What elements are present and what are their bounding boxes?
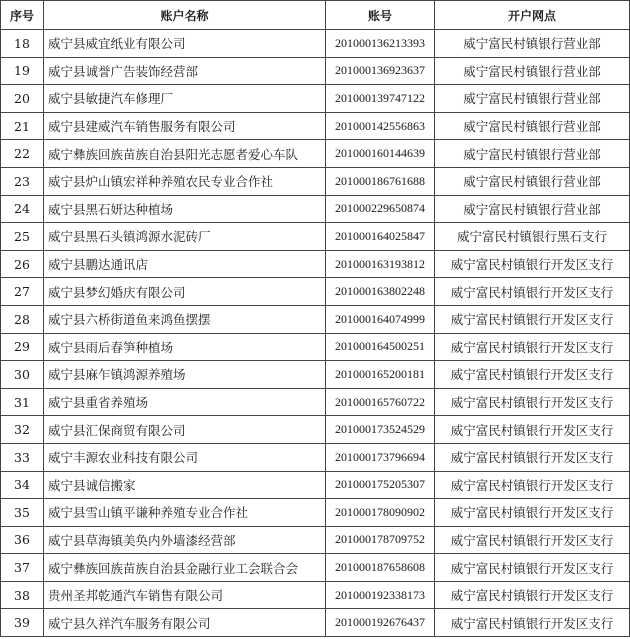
seq-cell: 39 <box>1 609 44 637</box>
seq-cell: 31 <box>1 388 44 416</box>
account-name-cell: 威宁县炉山镇宏祥种养殖农民专业合作社 <box>44 167 326 195</box>
account-no-cell: 201000165760722 <box>326 388 435 416</box>
seq-cell: 38 <box>1 581 44 609</box>
account-no-cell: 201000173796694 <box>326 443 435 471</box>
table-row <box>1 333 630 361</box>
branch-cell: 威宁富民村镇银行开发区支行 <box>435 250 630 278</box>
table-row <box>1 223 630 251</box>
account-name-cell: 威宁丰源农业科技有限公司 <box>44 443 326 471</box>
branch-cell: 威宁富民村镇银行开发区支行 <box>435 388 630 416</box>
branch-cell: 威宁富民村镇银行开发区支行 <box>435 581 630 609</box>
table-row <box>1 361 630 389</box>
account-no-cell: 201000164500251 <box>326 333 435 361</box>
account-name-cell: 威宁县六桥街道鱼来鸿鱼摆摆 <box>44 305 326 333</box>
account-name-cell: 贵州圣邦乾通汽车销售有限公司 <box>44 581 326 609</box>
table-row <box>1 85 630 113</box>
branch-cell: 威宁富民村镇银行开发区支行 <box>435 278 630 306</box>
table-row <box>1 140 630 168</box>
account-no-cell: 201000136923637 <box>326 57 435 85</box>
account-no-cell: 201000186761688 <box>326 167 435 195</box>
table-row <box>1 416 630 444</box>
branch-cell: 威宁富民村镇银行开发区支行 <box>435 305 630 333</box>
account-name-cell: 威宁彝族回族苗族自治县阳光志愿者爱心车队 <box>44 140 326 168</box>
table-row <box>1 305 630 333</box>
seq-cell: 22 <box>1 140 44 168</box>
account-name-cell: 威宁县麻乍镇鸿源养殖场 <box>44 361 326 389</box>
account-no-cell: 201000160144639 <box>326 140 435 168</box>
seq-cell: 27 <box>1 278 44 306</box>
branch-cell: 威宁富民村镇银行开发区支行 <box>435 554 630 582</box>
account-no-cell: 201000178090902 <box>326 499 435 527</box>
header-row <box>1 1 630 30</box>
branch-cell: 威宁富民村镇银行黑石支行 <box>435 223 630 251</box>
table-row <box>1 278 630 306</box>
branch-cell: 威宁富民村镇银行开发区支行 <box>435 333 630 361</box>
table-row <box>1 57 630 85</box>
account-name-cell: 威宁县诚誉广告装饰经营部 <box>44 57 326 85</box>
account-no-cell: 201000175205307 <box>326 471 435 499</box>
account-no-cell: 201000173524529 <box>326 416 435 444</box>
seq-cell: 25 <box>1 223 44 251</box>
table-row <box>1 167 630 195</box>
seq-cell: 23 <box>1 167 44 195</box>
header-seq: 序号 <box>1 1 44 30</box>
table-row <box>1 250 630 278</box>
account-name-cell: 威宁县威宜纸业有限公司 <box>44 30 326 58</box>
account-name-cell: 威宁县梦幻婚庆有限公司 <box>44 278 326 306</box>
branch-cell: 威宁富民村镇银行营业部 <box>435 195 630 223</box>
account-no-cell: 201000164025847 <box>326 223 435 251</box>
branch-cell: 威宁富民村镇银行开发区支行 <box>435 443 630 471</box>
account-name-cell: 威宁县黑石头镇鸿源水泥砖厂 <box>44 223 326 251</box>
seq-cell: 18 <box>1 30 44 58</box>
account-name-cell: 威宁县鹏达通讯店 <box>44 250 326 278</box>
account-name-cell: 威宁县久祥汽车服务有限公司 <box>44 609 326 637</box>
account-no-cell: 201000192338173 <box>326 581 435 609</box>
account-no-cell: 201000136213393 <box>326 30 435 58</box>
account-no-cell: 201000165200181 <box>326 361 435 389</box>
branch-cell: 威宁富民村镇银行开发区支行 <box>435 416 630 444</box>
seq-cell: 35 <box>1 499 44 527</box>
branch-cell: 威宁富民村镇银行开发区支行 <box>435 499 630 527</box>
table-row <box>1 30 630 58</box>
account-name-cell: 威宁县雪山镇平谦种养殖专业合作社 <box>44 499 326 527</box>
table-row <box>1 526 630 554</box>
seq-cell: 37 <box>1 554 44 582</box>
seq-cell: 33 <box>1 443 44 471</box>
seq-cell: 19 <box>1 57 44 85</box>
account-name-cell: 威宁县黑石妍达种植场 <box>44 195 326 223</box>
seq-cell: 28 <box>1 305 44 333</box>
table-row <box>1 554 630 582</box>
table-row <box>1 471 630 499</box>
table-row <box>1 195 630 223</box>
account-name-cell: 威宁县汇保商贸有限公司 <box>44 416 326 444</box>
table-body <box>1 30 630 637</box>
seq-cell: 34 <box>1 471 44 499</box>
table-row <box>1 388 630 416</box>
seq-cell: 30 <box>1 361 44 389</box>
branch-cell: 威宁富民村镇银行开发区支行 <box>435 526 630 554</box>
account-name-cell: 威宁县诚信搬家 <box>44 471 326 499</box>
header-account-no: 账号 <box>326 1 435 30</box>
account-name-cell: 威宁县敏捷汽车修理厂 <box>44 85 326 113</box>
account-no-cell: 201000164074999 <box>326 305 435 333</box>
seq-cell: 29 <box>1 333 44 361</box>
branch-cell: 威宁富民村镇银行营业部 <box>435 167 630 195</box>
branch-cell: 威宁富民村镇银行开发区支行 <box>435 609 630 637</box>
header-account-name: 账户名称 <box>44 1 326 30</box>
account-no-cell: 201000187658608 <box>326 554 435 582</box>
account-no-cell: 201000229650874 <box>326 195 435 223</box>
seq-cell: 36 <box>1 526 44 554</box>
branch-cell: 威宁富民村镇银行营业部 <box>435 140 630 168</box>
branch-cell: 威宁富民村镇银行营业部 <box>435 112 630 140</box>
branch-cell: 威宁富民村镇银行开发区支行 <box>435 471 630 499</box>
seq-cell: 20 <box>1 85 44 113</box>
account-no-cell: 201000163193812 <box>326 250 435 278</box>
branch-cell: 威宁富民村镇银行营业部 <box>435 57 630 85</box>
account-no-cell: 201000139747122 <box>326 85 435 113</box>
table-row <box>1 581 630 609</box>
branch-cell: 威宁富民村镇银行开发区支行 <box>435 361 630 389</box>
account-no-cell: 201000192676437 <box>326 609 435 637</box>
account-name-cell: 威宁县重省养殖场 <box>44 388 326 416</box>
header-branch: 开户网点 <box>435 1 630 30</box>
table-row <box>1 609 630 637</box>
branch-cell: 威宁富民村镇银行营业部 <box>435 85 630 113</box>
seq-cell: 32 <box>1 416 44 444</box>
branch-cell: 威宁富民村镇银行营业部 <box>435 30 630 58</box>
seq-cell: 26 <box>1 250 44 278</box>
table-row <box>1 499 630 527</box>
table-header <box>1 1 630 30</box>
account-name-cell: 威宁彝族回族苗族自治县金融行业工会联合会 <box>44 554 326 582</box>
account-name-cell: 威宁县雨后春笋种植场 <box>44 333 326 361</box>
account-no-cell: 201000178709752 <box>326 526 435 554</box>
account-no-cell: 201000142556863 <box>326 112 435 140</box>
account-name-cell: 威宁县草海镇美奂内外墙漆经营部 <box>44 526 326 554</box>
account-name-cell: 威宁县建威汽车销售服务有限公司 <box>44 112 326 140</box>
table-row <box>1 443 630 471</box>
table-row <box>1 112 630 140</box>
account-no-cell: 201000163802248 <box>326 278 435 306</box>
seq-cell: 21 <box>1 112 44 140</box>
seq-cell: 24 <box>1 195 44 223</box>
